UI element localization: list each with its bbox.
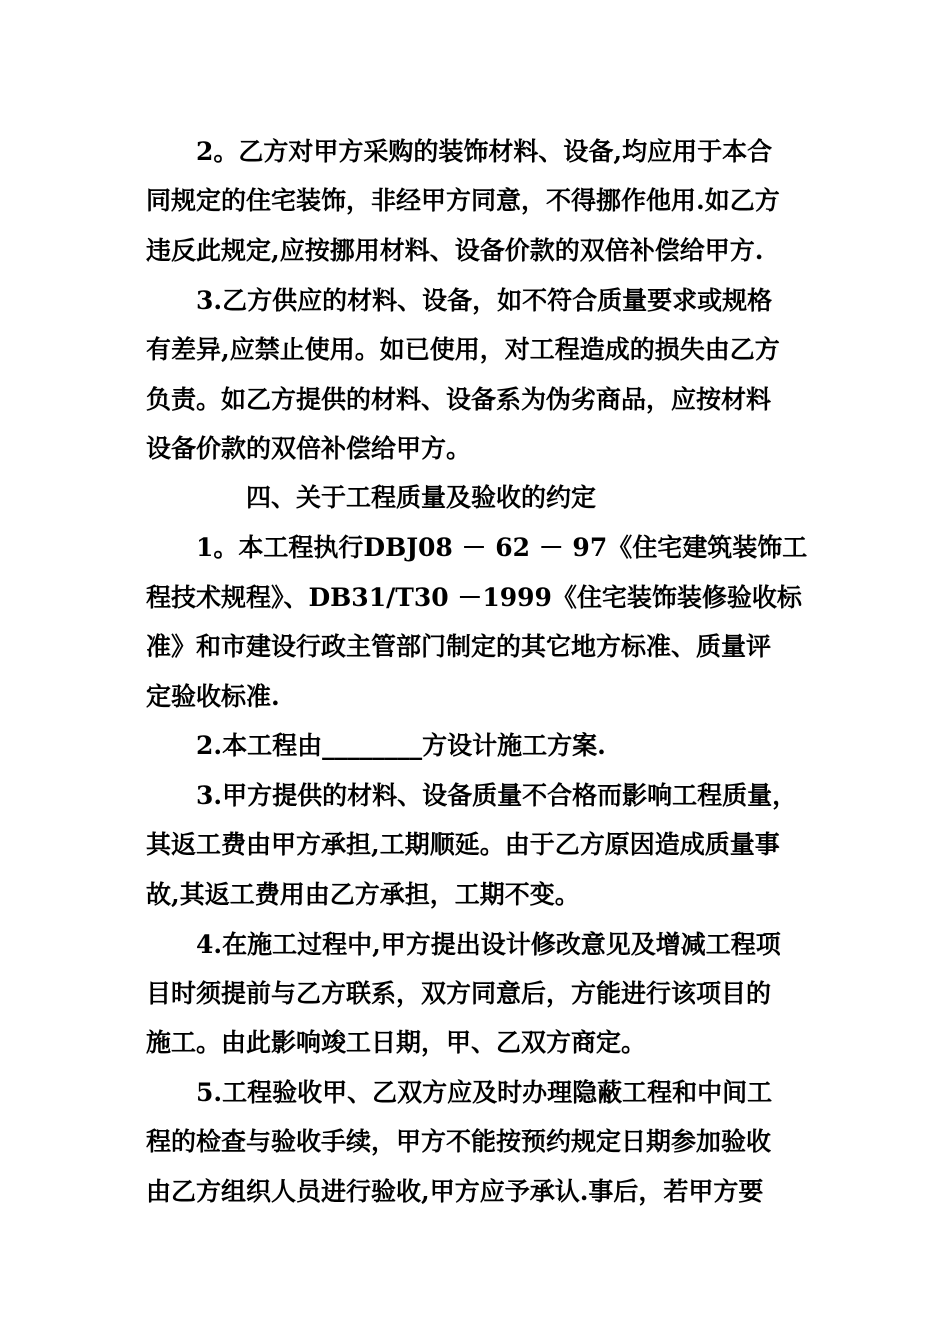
text-line: 同规定的住宅装饰，非经甲方同意，不得挪作他用.如乙方 bbox=[146, 186, 780, 215]
text-line: 1。本工程执行DBJ08 － 62 － 97《住宅建筑装饰工 bbox=[196, 533, 808, 562]
text-line: 有差异,应禁止使用。如已使用，对工程造成的损失由乙方 bbox=[146, 335, 780, 364]
text-line: 3.甲方提供的材料、设备质量不合格而影响工程质量， bbox=[196, 781, 798, 810]
text-line: 5.工程验收甲、乙双方应及时办理隐蔽工程和中间工 bbox=[196, 1078, 773, 1107]
text-line: 目时须提前与乙方联系，双方同意后，方能进行该项目的 bbox=[146, 979, 772, 1008]
text-line: 负责。如乙方提供的材料、设备系为伪劣商品，应按材料 bbox=[146, 385, 772, 414]
text-line: 2。乙方对甲方采购的装饰材料、设备,均应用于本合 bbox=[196, 137, 773, 166]
text-line: 违反此规定,应按挪用材料、设备价款的双倍补偿给甲方. bbox=[146, 236, 764, 265]
text-line: 程技术规程》、DB31/T30 －1999《住宅装饰装修验收标 bbox=[146, 583, 802, 612]
text-line: 3.乙方供应的材料、设备，如不符合质量要求或规格 bbox=[196, 286, 773, 315]
text-line: 由乙方组织人员进行验收,甲方应予承认.事后，若甲方要 bbox=[146, 1177, 764, 1206]
text-line: 4.在施工过程中,甲方提出设计修改意见及增减工程项 bbox=[196, 930, 781, 959]
text-line: 程的检查与验收手续，甲方不能按预约规定日期参加验收 bbox=[146, 1127, 772, 1156]
text-line: 准》和市建设行政主管部门制定的其它地方标准、质量评 bbox=[146, 632, 772, 661]
section-heading: 四、关于工程质量及验收的约定 bbox=[246, 483, 597, 512]
text-line: 2.本工程由________方设计施工方案. bbox=[196, 731, 606, 760]
text-line: 故,其返工费用由乙方承担，工期不变。 bbox=[146, 880, 580, 909]
text-line: 其返工费由甲方承担,工期顺延。由于乙方原因造成质量事 bbox=[146, 830, 780, 859]
text-line: 设备价款的双倍补偿给甲方。 bbox=[146, 434, 472, 463]
text-line: 定验收标准. bbox=[146, 682, 280, 711]
text-line: 施工。由此影响竣工日期，甲、乙双方商定。 bbox=[146, 1028, 647, 1057]
